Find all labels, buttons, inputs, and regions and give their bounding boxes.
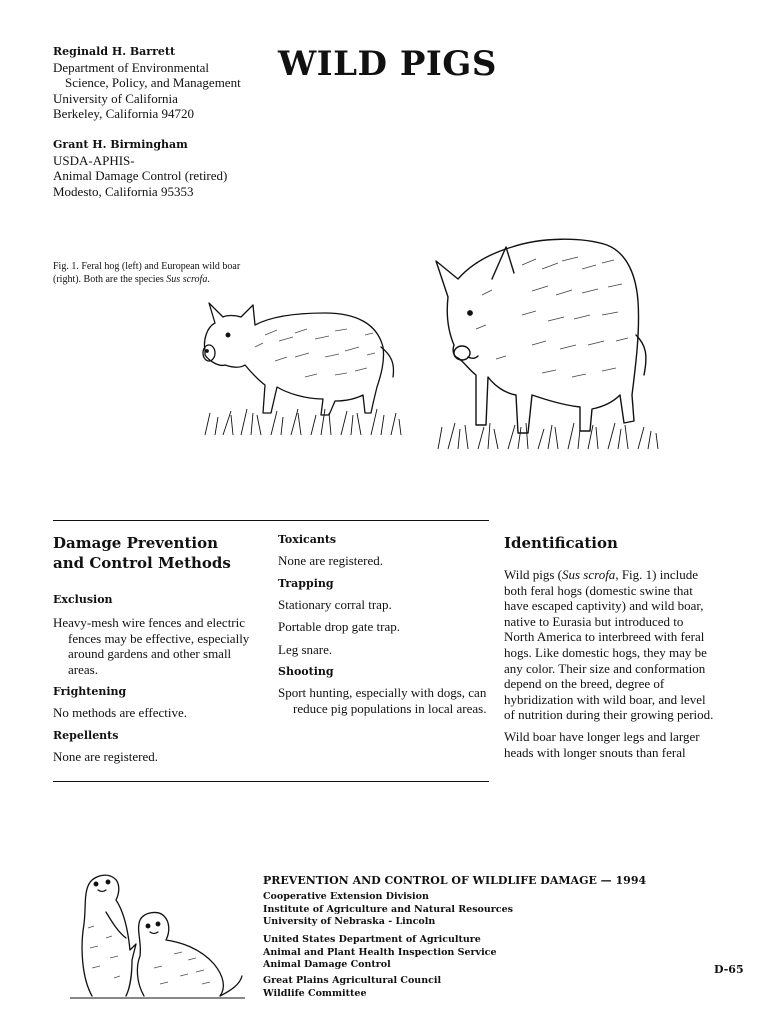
caption-species: Sus scrofa bbox=[166, 274, 208, 285]
prairie-dogs-illustration bbox=[70, 868, 245, 1000]
footer-title: PREVENTION AND CONTROL OF WILDLIFE DAMAGE — 1994 bbox=[263, 874, 647, 887]
author-2-line: Animal Damage Control (retired) bbox=[53, 168, 228, 184]
author-2-line: Modesto, California 95353 bbox=[53, 183, 194, 199]
identification-heading: Identification bbox=[504, 534, 618, 552]
author-1-name: Reginald H. Barrett bbox=[53, 45, 176, 58]
page-number: D-65 bbox=[714, 963, 744, 976]
footer-line: Institute of Agriculture and Natural Resources bbox=[263, 903, 513, 915]
damage-prevention-column bbox=[53, 533, 253, 765]
wild-boar-illustration bbox=[432, 235, 667, 455]
damage-prevention-heading: Damage Prevention and Control Methods bbox=[53, 534, 231, 572]
footer-block-extension bbox=[263, 891, 513, 929]
id-text-c: , Fig. 1) include both feral hogs (domestic swine that have escaped captivity) and wild boar, native to Eurasia but introduced to North America to interbreed with feral hogs. Like domestic hogs, they may be any color. Their size and conformation depend on the breed, degree of hybridization with wild boar, and level of nutrition during their growing period. bbox=[504, 567, 714, 723]
footer-block-council bbox=[263, 975, 441, 1000]
author-1-line: Berkeley, California 94720 bbox=[53, 106, 195, 122]
footer-line: Wildlife Committee bbox=[263, 987, 367, 999]
footer-line: United States Department of Agriculture bbox=[263, 934, 481, 945]
bottom-rule bbox=[53, 781, 489, 782]
id-species: Sus scrofa bbox=[561, 567, 616, 582]
footer-line: Animal Damage Control bbox=[263, 959, 391, 970]
exclusion-heading: Exclusion bbox=[53, 593, 113, 606]
shooting-text: Sport hunting, especially with dogs, can reduce pig populations in local areas. bbox=[278, 685, 487, 716]
identification-column bbox=[504, 533, 716, 760]
caption-end: . bbox=[207, 274, 210, 285]
id-text-a: Wild pigs ( bbox=[504, 567, 562, 582]
toxicants-text: None are registered. bbox=[278, 553, 384, 568]
author-1-line: Department of Environmental bbox=[53, 59, 209, 75]
frightening-text: No methods are effective. bbox=[53, 705, 188, 721]
figure-caption bbox=[53, 260, 268, 286]
methods-column bbox=[278, 533, 488, 717]
caption-text: Fig. 1. Feral hog (left) and European wild boar (right). Both are the species bbox=[53, 261, 241, 285]
page-title: WILD PIGS bbox=[278, 44, 497, 84]
toxicants-heading: Toxicants bbox=[278, 533, 337, 546]
footer-block-usda bbox=[263, 934, 497, 972]
footer-line: Animal and Plant Health Inspection Service bbox=[263, 946, 497, 958]
trapping-item: Stationary corral trap. bbox=[278, 596, 392, 612]
trapping-item: Leg snare. bbox=[278, 641, 333, 657]
footer-line: University of Nebraska - Lincoln bbox=[263, 916, 436, 927]
top-rule bbox=[53, 520, 489, 521]
author-1-line: Science, Policy, and Management bbox=[65, 75, 241, 91]
feral-hog-illustration bbox=[195, 295, 410, 445]
author-2-line: USDA-APHIS- bbox=[53, 152, 135, 168]
author-2 bbox=[53, 137, 227, 199]
footer-line: Cooperative Extension Division bbox=[263, 891, 429, 902]
author-2-name: Grant H. Birmingham bbox=[53, 138, 188, 151]
shooting-heading: Shooting bbox=[278, 665, 334, 679]
repellents-heading: Repellents bbox=[53, 728, 119, 742]
identification-paragraph-1 bbox=[504, 567, 716, 723]
author-1 bbox=[53, 44, 241, 122]
identification-paragraph-2: Wild boar have longer legs and larger heads with longer snouts than feral bbox=[504, 728, 700, 760]
author-1-line: University of California bbox=[53, 90, 178, 106]
trapping-heading: Trapping bbox=[278, 576, 334, 590]
repellents-text: None are registered. bbox=[53, 748, 159, 764]
exclusion-text: Heavy-mesh wire fences and electric fences may be effective, especially around gardens and other small areas. bbox=[53, 615, 250, 677]
frightening-heading: Frightening bbox=[53, 685, 127, 699]
footer-line: Great Plains Agricultural Council bbox=[263, 975, 442, 986]
trapping-item: Portable drop gate trap. bbox=[278, 619, 401, 635]
